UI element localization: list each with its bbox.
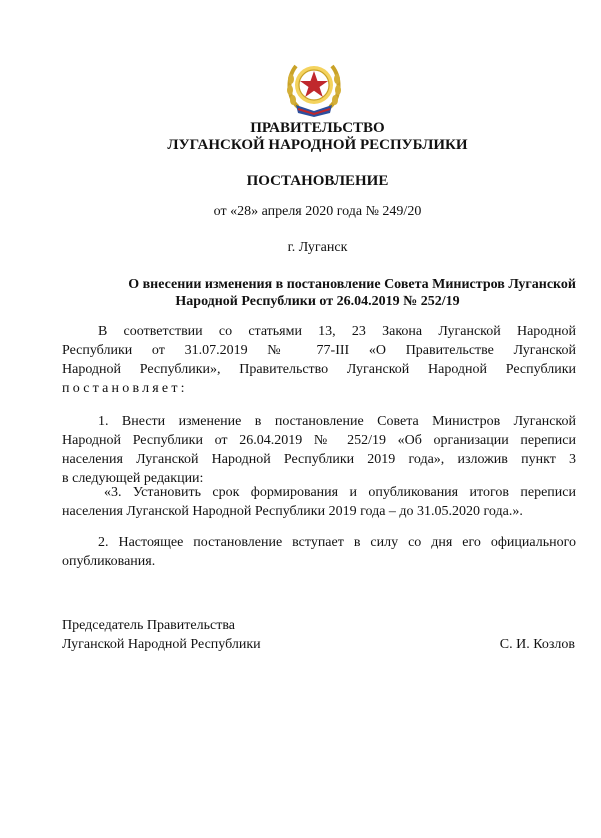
government-title-line2: ЛУГАНСКОЙ НАРОДНОЙ РЕСПУБЛИКИ	[167, 137, 468, 153]
government-title-line1: ПРАВИТЕЛЬСТВО	[250, 120, 385, 136]
signatory-position-line1: Председатель Правительства	[62, 618, 235, 633]
signatory-position-line2: Луганской Народной Республики	[62, 637, 261, 652]
subject-line1: О внесении изменения в постановление Совета Министров Луганской	[128, 277, 576, 292]
item-2-line: 2. Настоящее постановление вступает в силу со дня его официального	[98, 535, 576, 550]
quoted-text-line: населения Луганской Народной Республики 2019 года – до 31.05.2020 года.».	[62, 504, 523, 519]
preamble-line: Республики от 31.07.2019 № 77-III «О Правительстве Луганской	[62, 343, 576, 358]
quoted-text-line: «3. Установить срок формирования и опубликования итогов переписи	[104, 485, 576, 500]
document-type: ПОСТАНОВЛЕНИЕ	[246, 173, 389, 189]
coat-of-arms-icon	[284, 57, 344, 119]
item-1-line: 1. Внести изменение в постановление Совета Министров Луганской	[98, 414, 576, 429]
item-2-paragraph	[62, 533, 576, 571]
document-city: г. Луганск	[287, 240, 348, 255]
quoted-text-paragraph	[62, 483, 576, 521]
item-1-paragraph	[62, 412, 576, 488]
document-date: от «28» апреля 2020 года № 249/20	[213, 204, 422, 219]
signatory-name: С. И. Козлов	[499, 637, 575, 652]
subject-line2: Народной Республики от 26.04.2019 № 252/19	[175, 294, 460, 309]
item-1-line: Народной Республики от 26.04.2019 № 252/19 «Об организации переписи	[62, 433, 576, 448]
preamble-line: постановляет:	[62, 381, 188, 396]
preamble-line: Народной Республики», Правительство Луганской Народной Республики	[62, 362, 576, 377]
item-1-line: населения Луганской Народной Республики 2019 года», изложив пункт 3	[62, 452, 576, 467]
item-2-line: опубликования.	[62, 554, 156, 569]
item-1-line: в следующей редакции:	[62, 471, 204, 486]
preamble-line: В соответствии со статьями 13, 23 Закона Луганской Народной	[98, 324, 576, 339]
preamble-paragraph	[62, 322, 576, 398]
